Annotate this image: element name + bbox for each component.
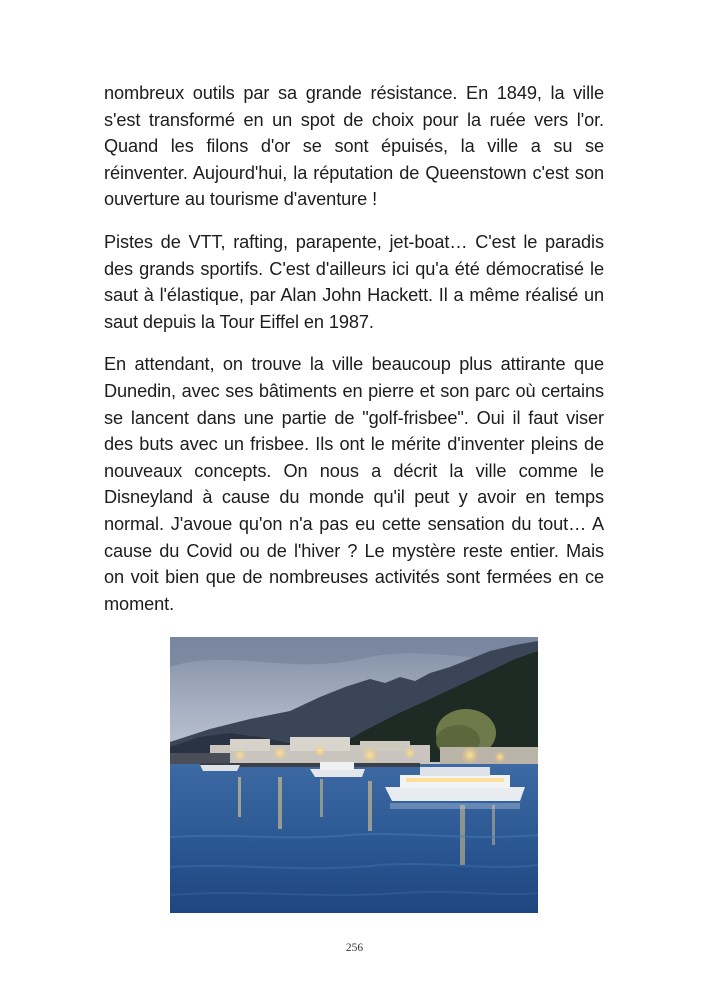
paragraph-3: En attendant, on trouve la ville beaucoup plus attirante que Dunedin, avec ses bâtiments en pierre et son parc où certains se lancent dans une partie de "golf-frisbee". Oui il faut viser des buts avec un frisbee. Ils ont le mérite d'inventer pleins de nouveaux concepts. On nous a décrit la ville comme le Disneyland à cause du monde qu'il peut y avoir en temps normal. J'avoue qu'on n'a pas eu cette sensation du tout… A cause du Covid ou de l'hiver ? Le mystère reste entier. Mais on voit bien que de nombreuses activités sont fermées en ce moment. bbox=[104, 354, 604, 614]
body-text bbox=[104, 80, 604, 633]
paragraph-2: Pistes de VTT, rafting, parapente, jet-boat… C'est le paradis des grands sportifs. C'est d'ailleurs ici qu'a été démocratisé le saut à l'élastique, par Alan John Hackett. Il a même réalisé un saut depuis la Tour Eiffel en 1987. bbox=[104, 231, 604, 332]
page-number: 256 bbox=[345, 942, 364, 954]
paragraph-1: nombreux outils par sa grande résistance. En 1849, la ville s'est transformé en un spot de choix pour la ruée vers l'or. Quand les filons d'or se sont épuisés, la ville a su se réinventer. Aujourd'hui, la réputation de Queenstown c'est son ouverture au tourisme d'aventure ! bbox=[104, 83, 604, 210]
queenstown-lakefront-photo bbox=[170, 637, 538, 913]
boat-left bbox=[200, 765, 240, 771]
